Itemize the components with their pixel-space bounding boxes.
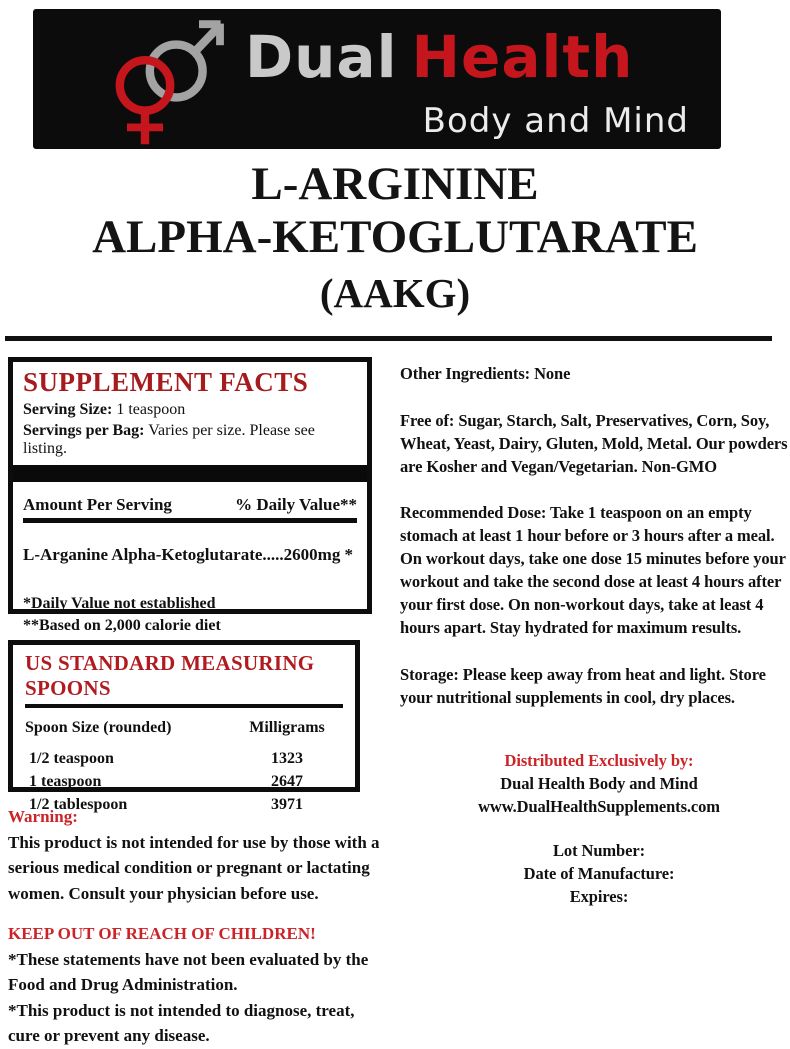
measuring-spoons-heading: US STANDARD MEASURING SPOONS — [25, 651, 315, 700]
spoon-size-cell: 1/2 tablespoon — [29, 796, 128, 813]
manufacture-date-label: Date of Manufacture: — [523, 864, 675, 883]
ingredient-name-amount: L-Arganine Alpha-Ketoglutarate.....2600mg — [23, 545, 341, 564]
milligrams-cell: 1323 — [271, 750, 303, 767]
brand-logo — [33, 9, 721, 149]
brand-name-health: Health — [411, 23, 634, 91]
distributor-website: www.DualHealthSupplements.com — [478, 797, 720, 816]
keep-out-of-reach-warning: KEEP OUT OF REACH OF CHILDREN! — [8, 924, 316, 943]
serving-size-value: 1 teaspoon — [116, 401, 186, 418]
serving-size-label: Serving Size: — [23, 401, 113, 418]
serving-size-line — [23, 401, 357, 419]
disease-disclaimer: *This product is not intended to diagnose, treat, cure or prevent any disease. — [8, 1000, 355, 1045]
facts-column-headers — [23, 495, 357, 515]
spoon-size-column-header: Spoon Size (rounded) — [25, 719, 172, 736]
product-title-line2: ALPHA-KETOGLUTARATE — [92, 211, 698, 263]
measuring-spoons-panel — [8, 640, 360, 813]
table-row — [25, 773, 343, 791]
ingredient-row — [23, 545, 357, 565]
recommended-dose-text: Recommended Dose: Take 1 teaspoon on an empty stomach at least 1 hour before or 3 hours after a meal. On workout days, take one dose 15 minutes before your workout and take the second dose at least 4 hours after your first dose. On non-workout days, take at least 4 hours apart. Stay hydrated for maximum results. — [400, 503, 786, 637]
facts-footnotes — [23, 593, 357, 638]
warning-heading: Warning: — [8, 807, 78, 826]
lot-info-section — [400, 839, 790, 908]
servings-per-bag-value: Varies per size. Please see listing. — [23, 422, 315, 457]
supplement-facts-heading: SUPPLEMENT FACTS — [23, 367, 309, 397]
milligrams-cell: 3971 — [271, 796, 303, 813]
lot-number-label: Lot Number: — [553, 841, 645, 860]
spoons-column-headers — [25, 719, 343, 737]
spoon-size-cell: 1/2 teaspoon — [29, 750, 114, 767]
title-divider-rule — [5, 336, 772, 341]
product-title-line1: L-ARGININE — [251, 158, 539, 210]
fda-disclaimer: *These statements have not been evaluated by the Food and Drug Administration. — [8, 949, 369, 994]
supplement-facts-panel — [8, 357, 372, 635]
male-female-gender-icon — [61, 11, 271, 149]
milligrams-cell: 2647 — [271, 773, 303, 790]
milligrams-column-header: Milligrams — [249, 719, 325, 736]
brand-tagline: Body and Mind — [422, 101, 689, 141]
brand-name-dual: Dual — [245, 23, 398, 91]
calorie-diet-footnote: **Based on 2,000 calorie diet — [23, 617, 221, 635]
distributor-section — [400, 749, 790, 818]
amount-per-serving-header: Amount Per Serving — [23, 495, 172, 514]
servings-per-bag-line — [23, 422, 357, 458]
spoons-heading-rule — [25, 704, 343, 708]
expires-label: Expires: — [569, 887, 629, 906]
brand-name — [245, 23, 633, 91]
product-title — [0, 158, 790, 318]
daily-value-header: % Daily Value** — [235, 495, 357, 514]
warning-section — [8, 804, 390, 1049]
ingredient-daily-value: * — [344, 545, 353, 564]
distributor-heading: Distributed Exclusively by: — [504, 751, 694, 770]
other-ingredients-text: Other Ingredients: None — [400, 364, 571, 383]
distributor-company: Dual Health Body and Mind — [500, 774, 698, 793]
facts-black-bar — [13, 465, 367, 482]
warning-body: This product is not intended for use by those with a serious medical condition or pregnant or lactating women. Consult your physician before use. — [8, 832, 380, 903]
daily-value-footnote: *Daily Value not established — [23, 595, 216, 612]
storage-text: Storage: Please keep away from heat and light. Store your nutritional supplements in cool, dry places. — [400, 665, 766, 707]
free-of-text: Free of: Sugar, Starch, Salt, Preservatives, Corn, Soy, Wheat, Yeast, Dairy, Gluten, Mold, Metal. Our powders are Kosher and Vegan/Vegetarian. Non-GMO — [400, 411, 788, 476]
facts-header-rule — [23, 518, 357, 523]
servings-per-bag-label: Servings per Bag: — [23, 422, 145, 439]
spoon-size-cell: 1 teaspoon — [29, 773, 102, 790]
right-info-column — [400, 362, 790, 908]
product-title-line3: (AAKG) — [319, 270, 471, 316]
table-row — [25, 750, 343, 768]
